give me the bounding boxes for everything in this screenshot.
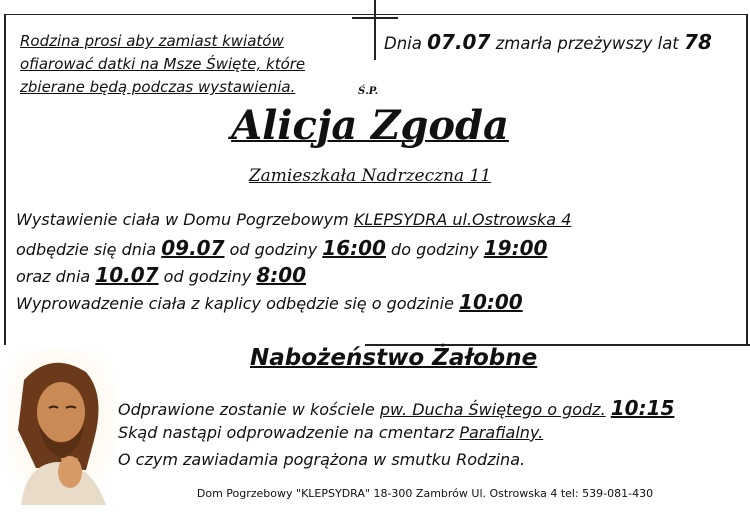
viewing-line-2: [16, 236, 547, 260]
viewing-l2-b: od godziny: [229, 240, 318, 259]
viewing-l4-a: Wyprowadzenie ciała z kaplicy odbędzie się o godzinie: [16, 294, 454, 313]
service-l2-cemetery: Parafialny.: [459, 423, 544, 442]
viewing-line-4: [16, 290, 523, 314]
service-line-2: [118, 423, 543, 442]
viewing-l2-a: odbędzie się dnia: [16, 240, 157, 259]
service-line-1: [118, 396, 674, 420]
donation-note-line-2: ofiarować datki na Msze Święte, które: [20, 55, 306, 73]
death-date: 07.07: [427, 30, 491, 54]
viewing-l1-place: KLEPSYDRA ul.Ostrowska 4: [353, 210, 572, 229]
viewing-l1-text: Wystawienie ciała w Domu Pogrzebowym: [16, 210, 349, 229]
service-l3: O czym zawiadamia pogrążona w smutku Rodzina.: [118, 450, 526, 469]
cross-icon-horizontal: [352, 17, 398, 19]
footer-contact: Dom Pogrzebowy "KLEPSYDRA" 18-300 Zambrów Ul. Ostrowska 4 tel: 539-081-430: [196, 487, 654, 500]
viewing-l3-date: 10.07: [95, 263, 159, 287]
viewing-l4-time: 10:00: [459, 290, 523, 314]
deceased-name: [0, 102, 740, 149]
cross-icon-vertical: [374, 0, 376, 60]
death-info: [384, 30, 712, 54]
viewing-l2-date: 09.07: [161, 236, 225, 260]
viewing-l3-from: 8:00: [256, 263, 307, 287]
death-age: 78: [684, 30, 712, 54]
viewing-line-3: [16, 263, 306, 287]
viewing-l3-a: oraz dnia: [16, 267, 91, 286]
praying-figure-image: [6, 350, 116, 505]
death-middle: zmarła przeżywszy lat: [495, 34, 679, 53]
service-l1-time: 10:15: [610, 396, 675, 420]
donation-note-line-1: Rodzina prosi aby zamiast kwiatów: [20, 32, 284, 50]
donation-note: [20, 30, 360, 99]
address-text: Zamieszkała Nadrzeczna 11: [248, 166, 492, 186]
service-line-3: [118, 450, 525, 469]
viewing-l2-to: 19:00: [483, 236, 548, 260]
death-prefix: Dnia: [384, 34, 422, 53]
donation-note-line-3: zbierane będą podczas wystawienia.: [20, 78, 296, 96]
viewing-l2-c: do godziny: [391, 240, 479, 259]
service-l1-a: Odprawione zostanie w kościele: [118, 400, 375, 419]
viewing-l2-from: 16:00: [322, 236, 386, 260]
service-l2-a: Skąd nastąpi odprowadzenie na cmentarz: [118, 423, 455, 442]
deceased-name-text: Alicja Zgoda: [231, 102, 509, 149]
viewing-l3-b: od godziny: [163, 267, 252, 286]
honorific: Ś.P.: [358, 86, 379, 97]
service-title-text: Nabożeństwo Żałobne: [250, 345, 538, 371]
address: [0, 166, 740, 186]
service-l1-church: pw. Ducha Świętego o godz.: [379, 400, 606, 419]
viewing-line-1: [16, 210, 571, 229]
service-title: [250, 345, 537, 371]
